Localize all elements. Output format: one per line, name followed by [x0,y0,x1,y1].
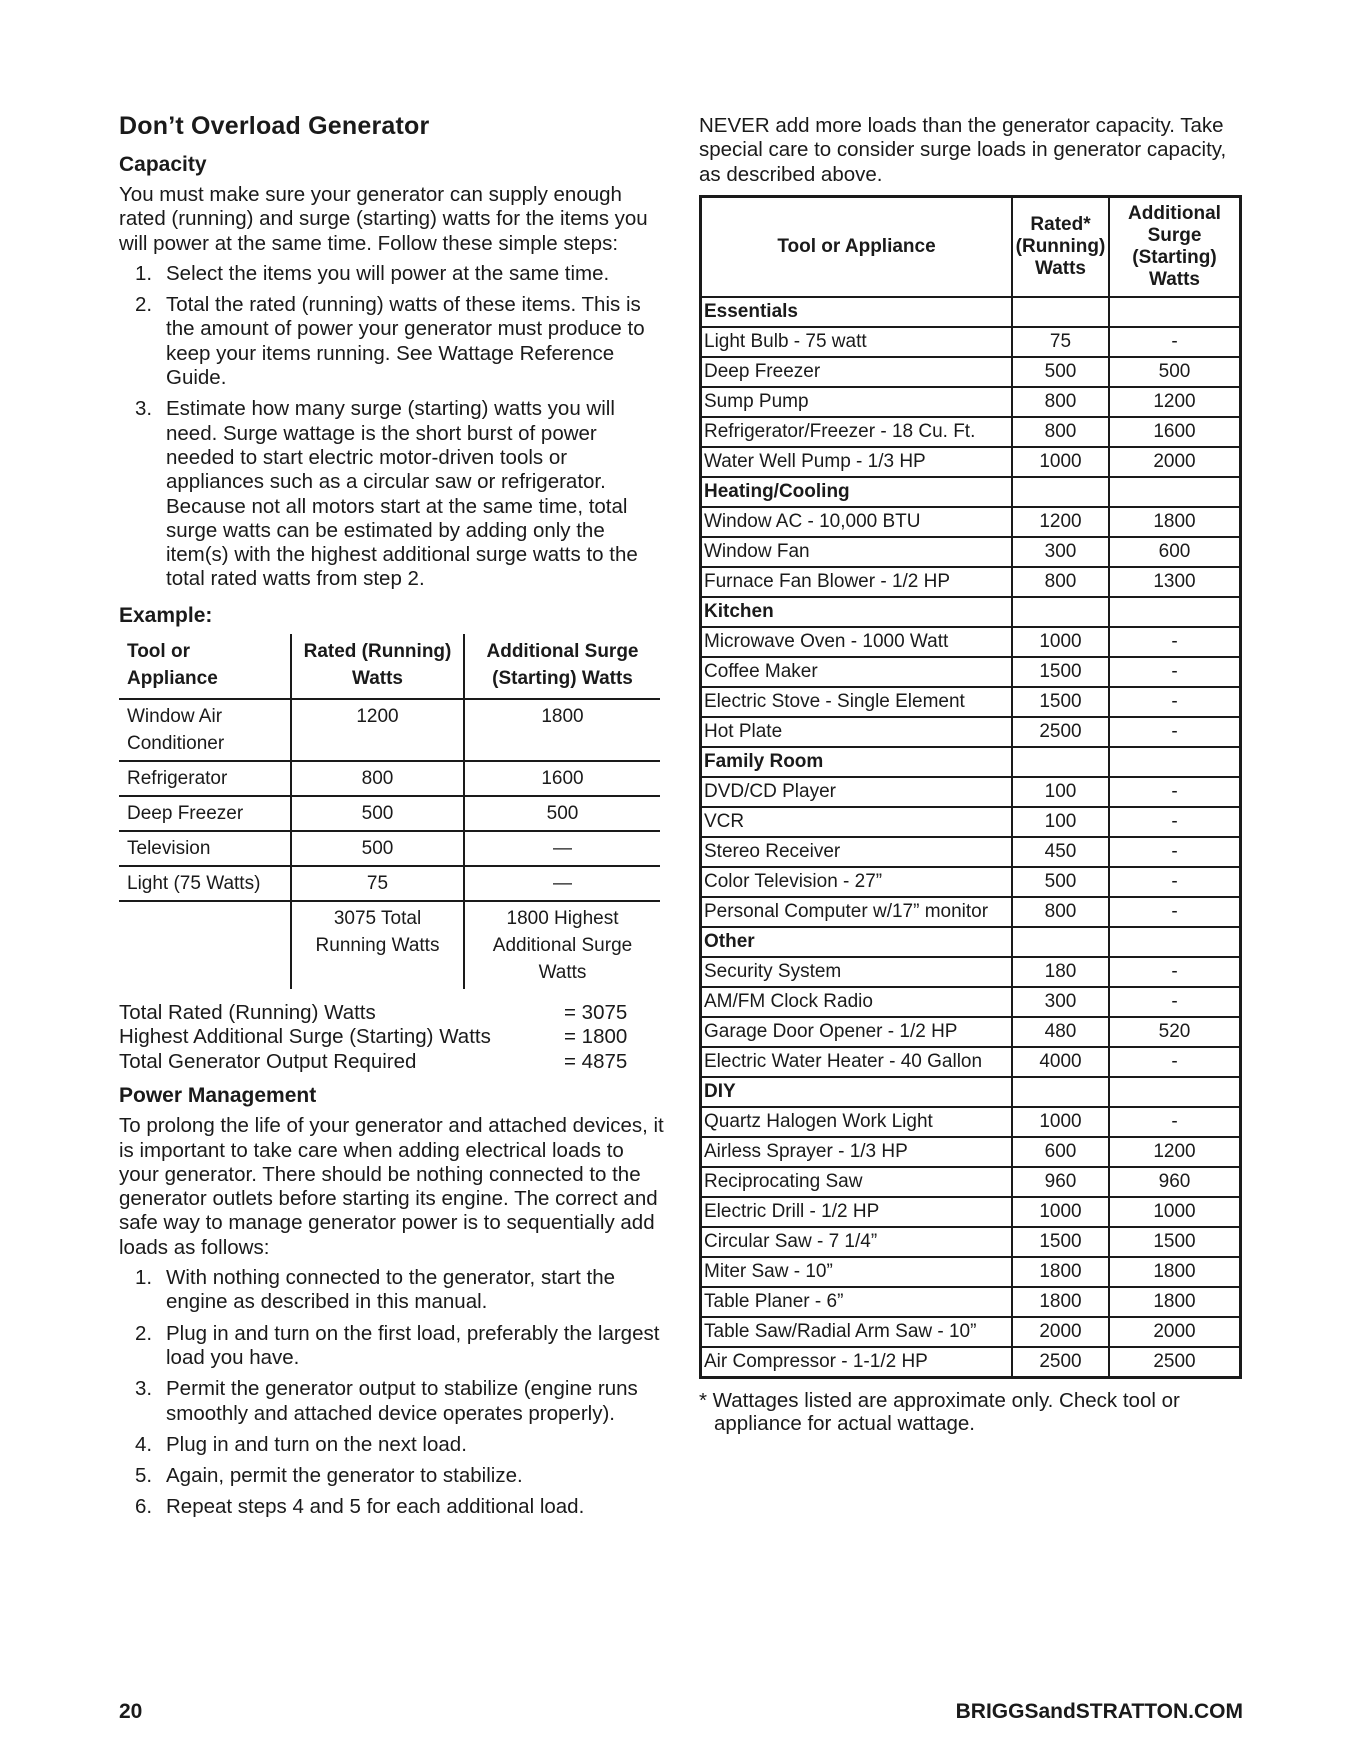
category-name: Family Room [701,747,1013,777]
step-text: Estimate how many surge (starting) watts you will need. Surge wattage is the short burst of power needed to start electric motor-driven tools or appliances such as a circular saw or refrigerator. Because not all motors start at the same time, total surge watts can be estimated by adding only the item(s) with the highest additional surge watts to the total rated watts from step 2. [166,397,638,591]
appliance-row [701,1227,1241,1257]
appliance-name: Personal Computer w/17” monitor [701,897,1013,927]
capacity-step [119,293,665,390]
appliance-name: Electric Stove - Single Element [701,687,1013,717]
example-col-surge: Additional Surge (Starting) Watts [464,634,660,699]
rated-watts: 100 [1012,807,1109,837]
appliance-name: Furnace Fan Blower - 1/2 HP [701,567,1013,597]
appliance-name: Refrigerator/Freezer - 18 Cu. Ft. [701,417,1013,447]
example-total-surge: 1800 Highest Additional Surge Watts [464,901,660,989]
example-cell: Deep Freezer [127,802,244,824]
capacity-step [119,397,665,591]
total-label: Highest Additional Surge (Starting) Watts [119,1025,491,1049]
wattage-footnote: * Wattages listed are approximate only. Check tool or appliance for actual wattage. [699,1388,1180,1435]
appliance-row [701,447,1241,477]
appliance-row [701,627,1241,657]
power-step [119,1433,665,1457]
surge-watts: 1300 [1109,567,1241,597]
example-cell: 1800 [464,699,660,761]
example-cell: Window Air Conditioner [127,705,225,754]
rated-watts: 4000 [1012,1047,1109,1077]
appliance-row [701,1167,1241,1197]
rated-watts: 1500 [1012,657,1109,687]
appliance-row [701,1317,1241,1347]
example-total-empty [119,901,291,989]
appliance-row [701,1257,1241,1287]
totals-block [119,1001,665,1075]
rated-watts [1012,297,1109,327]
step-text: Repeat steps 4 and 5 for each additional load. [166,1495,585,1519]
surge-watts [1109,297,1241,327]
appliance-name: Sump Pump [701,387,1013,417]
example-col-tool: Tool or Appliance [127,640,218,689]
rated-watts [1012,1077,1109,1107]
total-label: Total Generator Output Required [119,1049,417,1073]
surge-watts: - [1109,327,1241,357]
example-row [119,866,660,901]
rated-watts: 960 [1012,1167,1109,1197]
power-management-heading: Power Management [119,1084,317,1108]
appliance-name: Window Fan [701,537,1013,567]
example-cell: 500 [464,796,660,831]
step-text: Permit the generator output to stabilize (engine runs smoothly and attached device operates properly). [166,1377,638,1425]
rated-watts: 500 [1012,357,1109,387]
surge-watts [1109,477,1241,507]
appliance-name: Water Well Pump - 1/3 HP [701,447,1013,477]
rated-watts: 800 [1012,567,1109,597]
surge-watts: - [1109,777,1241,807]
total-value: = 4875 [564,1049,628,1073]
rated-watts [1012,597,1109,627]
power-step [119,1495,665,1519]
example-total-running: 3075 Total Running Watts [291,901,464,989]
appliance-name: Table Saw/Radial Arm Saw - 10” [701,1317,1013,1347]
rated-watts: 600 [1012,1137,1109,1167]
appliance-name: Garage Door Opener - 1/2 HP [701,1017,1013,1047]
surge-watts: 2500 [1109,1347,1241,1378]
step-text: Select the items you will power at the same time. [166,261,610,285]
rated-watts: 480 [1012,1017,1109,1047]
appliance-name: Reciprocating Saw [701,1167,1013,1197]
rated-watts: 450 [1012,837,1109,867]
surge-watts [1109,747,1241,777]
appliance-row [701,387,1241,417]
step-number: 1. [135,261,153,285]
surge-watts: - [1109,867,1241,897]
appliance-name: Microwave Oven - 1000 Watt [701,627,1013,657]
step-text: Total the rated (running) watts of these items. This is the amount of power your generator must produce to keep your items running. See Wattage Reference Guide. [166,293,645,390]
example-cell: 1600 [464,761,660,796]
rated-watts: 2500 [1012,1347,1109,1378]
rated-watts: 1800 [1012,1257,1109,1287]
step-text: Plug in and turn on the first load, preferably the largest load you have. [166,1321,660,1369]
reference-table-header [701,196,1241,297]
example-cell: 75 [291,866,464,901]
appliance-name: Circular Saw - 7 1/4” [701,1227,1013,1257]
rated-watts [1012,747,1109,777]
page-number: 20 [119,1700,143,1723]
category-row [701,747,1241,777]
appliance-name: VCR [701,807,1013,837]
appliance-name: AM/FM Clock Radio [701,987,1013,1017]
appliance-row [701,327,1241,357]
category-name: Other [701,927,1013,957]
step-number: 3. [135,397,153,421]
category-name: Essentials [701,297,1013,327]
appliance-name: Hot Plate [701,717,1013,747]
example-cell: 1200 [291,699,464,761]
surge-watts: 1500 [1109,1227,1241,1257]
rated-watts: 2500 [1012,717,1109,747]
surge-watts: 1200 [1109,1137,1241,1167]
capacity-intro: You must make sure your generator can supply enough rated (running) and surge (starting) watts for the items you will power at the same time. Follow these simple steps: [119,183,648,255]
surge-watts: - [1109,627,1241,657]
surge-watts [1109,927,1241,957]
surge-watts: - [1109,837,1241,867]
surge-watts: 960 [1109,1167,1241,1197]
appliance-row [701,507,1241,537]
surge-watts [1109,1077,1241,1107]
example-row [119,699,660,761]
ref-col-tool: Tool or Appliance [701,196,1013,297]
appliance-row [701,1197,1241,1227]
appliance-name: Stereo Receiver [701,837,1013,867]
appliance-row [701,987,1241,1017]
capacity-step [119,262,665,286]
example-row [119,761,660,796]
appliance-name: Deep Freezer [701,357,1013,387]
surge-watts: 1000 [1109,1197,1241,1227]
category-row [701,297,1241,327]
surge-watts: 1600 [1109,417,1241,447]
rated-watts: 300 [1012,537,1109,567]
step-number: 6. [135,1495,153,1519]
rated-watts [1012,477,1109,507]
category-row [701,477,1241,507]
appliance-row [701,897,1241,927]
surge-watts: 1800 [1109,1287,1241,1317]
rated-watts: 2000 [1012,1317,1109,1347]
rated-watts: 75 [1012,327,1109,357]
appliance-row [701,867,1241,897]
appliance-row [701,1137,1241,1167]
appliance-row [701,657,1241,687]
power-step [119,1266,665,1315]
appliance-row [701,567,1241,597]
website-footer: BRIGGSandSTRATTON.COM [955,1700,1243,1723]
rated-watts: 500 [1012,867,1109,897]
step-number: 4. [135,1432,153,1456]
appliance-name: DVD/CD Player [701,777,1013,807]
rated-watts: 1000 [1012,1197,1109,1227]
total-line [119,1050,665,1075]
step-text: With nothing connected to the generator, start the engine as described in this manual. [166,1266,616,1314]
appliance-row [701,1047,1241,1077]
example-cell: Television [127,837,211,859]
never-overload-note: NEVER add more loads than the generator capacity. Take special care to consider surge loads in generator capacity, as described above. [699,114,1227,186]
rated-watts: 1500 [1012,1227,1109,1257]
appliance-row [701,957,1241,987]
surge-watts: 500 [1109,357,1241,387]
rated-watts: 800 [1012,417,1109,447]
step-number: 3. [135,1377,153,1401]
surge-watts: 2000 [1109,447,1241,477]
example-table-header [119,634,660,699]
rated-watts: 180 [1012,957,1109,987]
category-name: Kitchen [701,597,1013,627]
left-column [119,112,665,1527]
rated-watts: 1000 [1012,447,1109,477]
appliance-row [701,1107,1241,1137]
appliance-name: Air Compressor - 1-1/2 HP [701,1347,1013,1378]
appliance-row [701,687,1241,717]
ref-col-rated: Rated* (Running) Watts [1012,196,1109,297]
appliance-name: Light Bulb - 75 watt [701,327,1013,357]
surge-watts: - [1109,807,1241,837]
power-management-intro: To prolong the life of your generator and attached devices, it is important to take care when adding electrical loads to your generator. There should be nothing connected to the generator outlets before starting its engine. The correct and safe way to manage generator power is to sequentially add loads as follows: [119,1114,664,1259]
appliance-row [701,807,1241,837]
category-row [701,597,1241,627]
appliance-row [701,1287,1241,1317]
surge-watts: 2000 [1109,1317,1241,1347]
example-table-body [119,699,660,989]
category-row [701,927,1241,957]
rated-watts: 800 [1012,897,1109,927]
power-steps-list [119,1266,665,1520]
example-total-row [119,901,660,989]
step-text: Plug in and turn on the next load. [166,1432,467,1456]
appliance-row [701,1017,1241,1047]
capacity-steps-list [119,262,665,592]
appliance-name: Color Television - 27” [701,867,1013,897]
appliance-name: Airless Sprayer - 1/3 HP [701,1137,1013,1167]
appliance-name: Electric Water Heater - 40 Gallon [701,1047,1013,1077]
total-line [119,1025,665,1050]
appliance-name: Window AC - 10,000 BTU [701,507,1013,537]
total-label: Total Rated (Running) Watts [119,1000,376,1024]
category-row [701,1077,1241,1107]
surge-watts: - [1109,987,1241,1017]
step-number: 1. [135,1266,153,1290]
surge-watts: - [1109,1107,1241,1137]
rated-watts: 1000 [1012,1107,1109,1137]
capacity-heading: Capacity [119,153,207,176]
surge-watts: 1200 [1109,387,1241,417]
surge-watts: - [1109,897,1241,927]
step-text: Again, permit the generator to stabilize. [166,1464,523,1488]
category-name: Heating/Cooling [701,477,1013,507]
rated-watts [1012,927,1109,957]
rated-watts: 1200 [1012,507,1109,537]
appliance-row [701,357,1241,387]
surge-watts: - [1109,957,1241,987]
appliance-name: Miter Saw - 10” [701,1257,1013,1287]
appliance-row [701,837,1241,867]
surge-watts: 1800 [1109,507,1241,537]
total-value: = 1800 [564,1025,628,1049]
example-heading: Example: [119,603,213,627]
appliance-row [701,537,1241,567]
appliance-name: Quartz Halogen Work Light [701,1107,1013,1137]
step-number: 2. [135,293,153,317]
reference-table-body [701,297,1241,1378]
appliance-row [701,1347,1241,1378]
example-cell: 500 [291,831,464,866]
category-name: DIY [701,1077,1013,1107]
rated-watts: 100 [1012,777,1109,807]
surge-watts: - [1109,687,1241,717]
example-col-rated: Rated (Running) Watts [291,634,464,699]
total-value: = 3075 [564,1000,628,1024]
appliance-name: Electric Drill - 1/2 HP [701,1197,1013,1227]
appliance-name: Table Planer - 6” [701,1287,1013,1317]
example-row [119,796,660,831]
step-number: 2. [135,1321,153,1345]
rated-watts: 1800 [1012,1287,1109,1317]
rated-watts: 800 [1012,387,1109,417]
power-step [119,1464,665,1488]
example-cell: — [464,831,660,866]
surge-watts: 520 [1109,1017,1241,1047]
surge-watts: - [1109,1047,1241,1077]
surge-watts: 600 [1109,537,1241,567]
appliance-name: Security System [701,957,1013,987]
rated-watts: 1000 [1012,627,1109,657]
appliance-row [701,717,1241,747]
rated-watts: 1500 [1012,687,1109,717]
surge-watts: 1800 [1109,1257,1241,1287]
page-title: Don’t Overload Generator [119,112,430,140]
example-cell: Refrigerator [127,767,228,789]
power-step [119,1322,665,1371]
surge-watts: - [1109,657,1241,687]
example-cell: — [464,866,660,901]
surge-watts: - [1109,717,1241,747]
power-step [119,1377,665,1426]
example-cell: 500 [291,796,464,831]
right-column [699,114,1242,1435]
rated-watts: 300 [1012,987,1109,1017]
ref-col-surge: Additional Surge (Starting) Watts [1109,196,1241,297]
step-number: 5. [135,1464,153,1488]
total-line [119,1001,665,1026]
wattage-reference-table [699,195,1242,1379]
appliance-row [701,417,1241,447]
example-cell: Light (75 Watts) [127,872,261,894]
appliance-name: Coffee Maker [701,657,1013,687]
example-row [119,831,660,866]
appliance-row [701,777,1241,807]
example-cell: 800 [291,761,464,796]
example-table [119,634,660,989]
surge-watts [1109,597,1241,627]
